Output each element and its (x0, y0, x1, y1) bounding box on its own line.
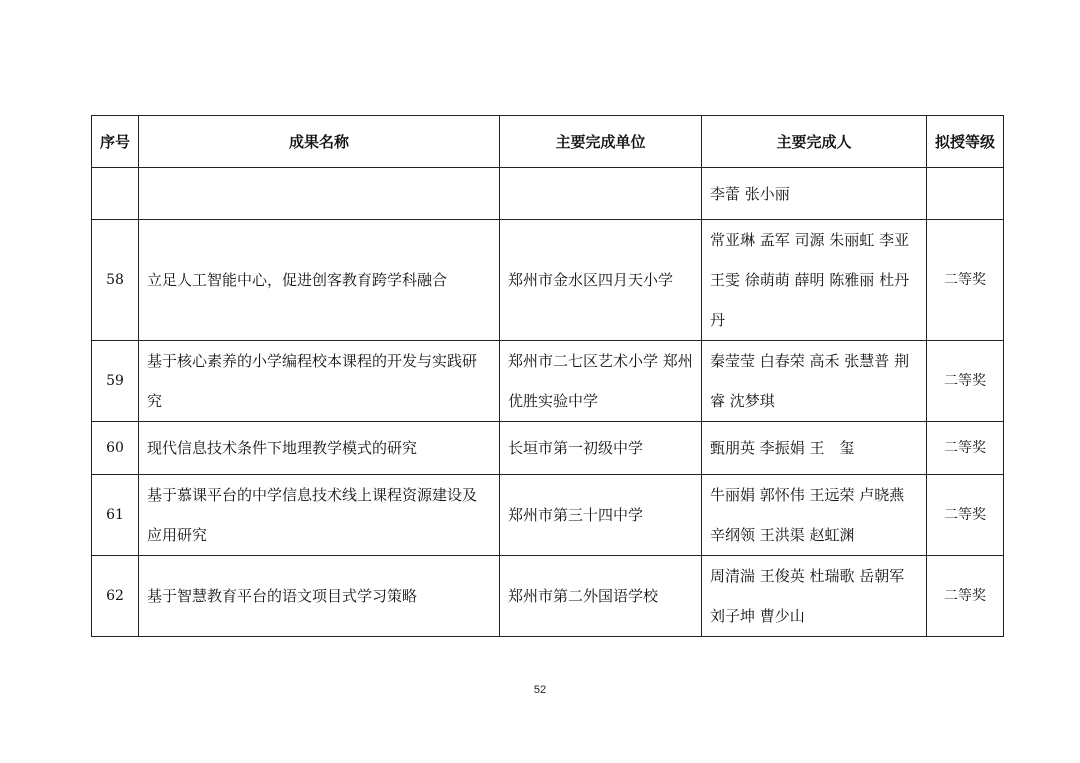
cell-no: 60 (92, 422, 139, 475)
cell-no: 62 (92, 556, 139, 637)
cell-title: 基于慕课平台的中学信息技术线上课程资源建设及应用研究 (139, 475, 500, 556)
cell-no: 61 (92, 475, 139, 556)
table-row (92, 422, 1004, 475)
table-row (92, 556, 1004, 637)
cell-title: 现代信息技术条件下地理教学模式的研究 (139, 422, 500, 475)
cell-no (92, 168, 139, 220)
cell-people: 甄朋英 李振娟 王 玺 (702, 422, 927, 475)
cell-no: 58 (92, 220, 139, 341)
table-row (92, 341, 1004, 422)
header-level: 拟授等级 (927, 116, 1004, 168)
page-number: 52 (533, 684, 547, 696)
header-no: 序号 (92, 116, 139, 168)
cell-people: 秦莹莹 白春荣 高禾 张慧普 荆 睿 沈梦琪 (702, 341, 927, 422)
cell-level: 二等奖 (927, 556, 1004, 637)
cell-unit (500, 168, 702, 220)
cell-no: 59 (92, 341, 139, 422)
table-row (92, 168, 1004, 220)
header-title: 成果名称 (139, 116, 500, 168)
cell-people: 牛丽娟 郭怀伟 王远荣 卢晓燕 辛纲领 王洪渠 赵虹渊 (702, 475, 927, 556)
cell-level: 二等奖 (927, 475, 1004, 556)
cell-people: 李蕾 张小丽 (702, 168, 927, 220)
cell-title: 基于核心素养的小学编程校本课程的开发与实践研究 (139, 341, 500, 422)
cell-title (139, 168, 500, 220)
table-row (92, 475, 1004, 556)
cell-level: 二等奖 (927, 341, 1004, 422)
cell-people: 常亚琳 孟军 司源 朱丽虹 李亚 王雯 徐萌萌 薛明 陈雅丽 杜丹丹 (702, 220, 927, 341)
cell-unit: 郑州市金水区四月天小学 (500, 220, 702, 341)
cell-unit: 郑州市二七区艺术小学 郑州优胜实验中学 (500, 341, 702, 422)
award-table (91, 115, 1004, 637)
header-people: 主要完成人 (702, 116, 927, 168)
cell-title: 立足人工智能中心，促进创客教育跨学科融合 (139, 220, 500, 341)
cell-level: 二等奖 (927, 220, 1004, 341)
cell-unit: 长垣市第一初级中学 (500, 422, 702, 475)
header-row (92, 116, 1004, 168)
header-unit: 主要完成单位 (500, 116, 702, 168)
cell-title: 基于智慧教育平台的语文项目式学习策略 (139, 556, 500, 637)
table-row (92, 220, 1004, 341)
cell-level (927, 168, 1004, 220)
cell-level: 二等奖 (927, 422, 1004, 475)
cell-people: 周清湍 王俊英 杜瑞歌 岳朝军 刘子坤 曹少山 (702, 556, 927, 637)
cell-unit: 郑州市第二外国语学校 (500, 556, 702, 637)
cell-unit: 郑州市第三十四中学 (500, 475, 702, 556)
